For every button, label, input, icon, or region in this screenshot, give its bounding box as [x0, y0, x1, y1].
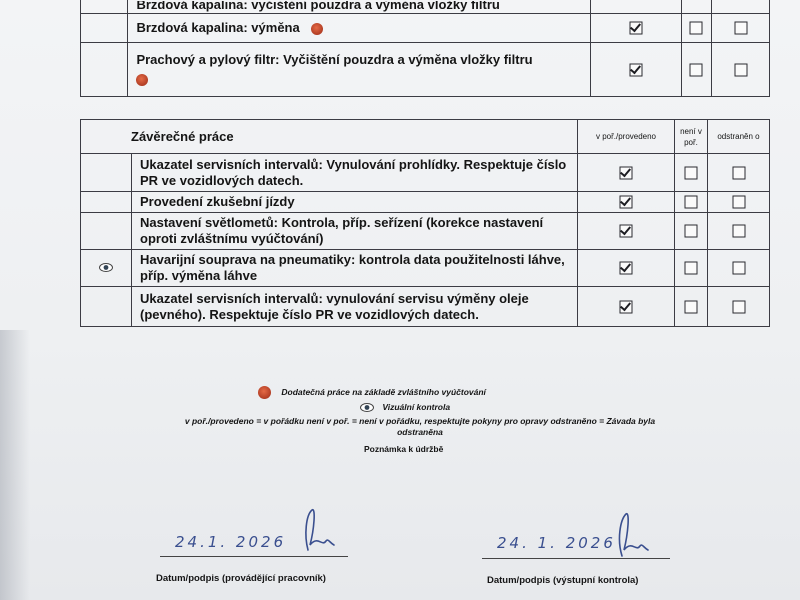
right-signature-label: Datum/podpis (výstupní kontrola): [487, 575, 639, 586]
legend-visual-check: Vizuální kontrola: [360, 402, 450, 412]
top-checklist-table: [80, 0, 770, 97]
check-fixed-checkbox[interactable]: [732, 300, 745, 313]
top-rows: [81, 14, 770, 97]
check-fixed-checkbox[interactable]: [732, 166, 745, 179]
left-signature-label: Datum/podpis (provádějící pracovník): [156, 573, 326, 584]
check-ok-checkbox[interactable]: [620, 166, 633, 179]
check-not-ok-checkbox[interactable]: [685, 166, 698, 179]
table-row: [81, 287, 770, 327]
table-row: [81, 154, 770, 192]
check-not-ok-checkbox[interactable]: [690, 22, 703, 35]
eye-icon: [99, 263, 113, 272]
row-description: Nastavení světlometů: Kontrola, příp. seřízení (korekce nastavení oproti zvláštnímu vyúčtování): [132, 213, 578, 250]
check-not-ok-checkbox[interactable]: [685, 196, 698, 209]
header-fixed: odstraněn o: [708, 120, 770, 154]
check-ok-checkbox[interactable]: [620, 300, 633, 313]
header-ok: v poř./provedeno: [578, 120, 675, 154]
table-row: [81, 192, 770, 213]
check-fixed-checkbox[interactable]: [732, 225, 745, 238]
row-description: Ukazatel servisních intervalů: Vynulování prohlídky. Respektuje číslo PR ve vozidlových datech.: [132, 154, 578, 192]
check-ok-checkbox[interactable]: [630, 22, 643, 35]
table-row: [81, 250, 770, 287]
check-fixed-checkbox[interactable]: [732, 196, 745, 209]
maintenance-note: Poznámka k údržbě: [364, 444, 444, 454]
left-signature-line: [160, 556, 348, 557]
table-row: [81, 0, 770, 14]
row-marker: [81, 250, 132, 287]
check-ok-checkbox[interactable]: [620, 262, 633, 275]
check-not-ok-checkbox[interactable]: [685, 300, 698, 313]
row-description: Prachový a pylový filtr: Vyčištění pouzdra a výměna vložky filtru: [128, 43, 591, 97]
left-signature: [300, 505, 338, 560]
eye-icon: [360, 403, 374, 412]
check-fixed-checkbox[interactable]: [732, 262, 745, 275]
final-rows: [81, 154, 770, 327]
check-not-ok-checkbox[interactable]: [690, 63, 703, 76]
row-marker: [81, 213, 132, 250]
final-works-table: [80, 119, 770, 327]
check-not-ok-checkbox[interactable]: [685, 262, 698, 275]
section-title: Závěrečné práce: [81, 120, 578, 154]
red-dot-icon: [136, 74, 148, 86]
check-fixed-checkbox[interactable]: [734, 63, 747, 76]
table-row: [81, 14, 770, 43]
check-fixed-checkbox[interactable]: [734, 22, 747, 35]
table-row: [81, 43, 770, 97]
check-ok-checkbox[interactable]: [620, 196, 633, 209]
row-description: Havarijní souprava na pneumatiky: kontrola data použitelnosti láhve, příp. výměna láhve: [132, 250, 578, 287]
legend-explanation: v poř./provedeno = v pořádku není v poř. = není v pořádku, respektujte pokyny pro opravy odstraněno = Závada byla odstraněna: [184, 416, 656, 437]
right-date: 24. 1. 2026: [497, 534, 616, 552]
check-ok-checkbox[interactable]: [620, 225, 633, 238]
check-ok-checkbox[interactable]: [630, 63, 643, 76]
table-row: [81, 213, 770, 250]
row-marker: [81, 287, 132, 327]
paper-shadow: [0, 330, 30, 600]
cut-row-label: Brzdová kapalina: vyčištění pouzdra a výměna vložky filtru: [128, 0, 591, 14]
right-signature: [612, 508, 650, 563]
red-dot-icon: [311, 23, 323, 35]
row-marker: [81, 192, 132, 213]
row-description: Provedení zkušební jízdy: [132, 192, 578, 213]
row-description: Brzdová kapalina: výměna: [128, 14, 591, 43]
right-signature-line: [482, 558, 670, 559]
legend-extra-work: Dodatečná práce na základě zvláštního vyúčtování: [258, 386, 486, 399]
header-not-ok: není v poř.: [675, 120, 708, 154]
table-header-row: [81, 120, 770, 154]
row-marker: [81, 154, 132, 192]
row-description: Ukazatel servisních intervalů: vynulování servisu výměny oleje (pevného). Respektuje číslo PR ve vozidlových datech.: [132, 287, 578, 327]
check-not-ok-checkbox[interactable]: [685, 225, 698, 238]
red-dot-icon: [258, 386, 271, 399]
left-date: 24.1. 2026: [175, 533, 287, 551]
